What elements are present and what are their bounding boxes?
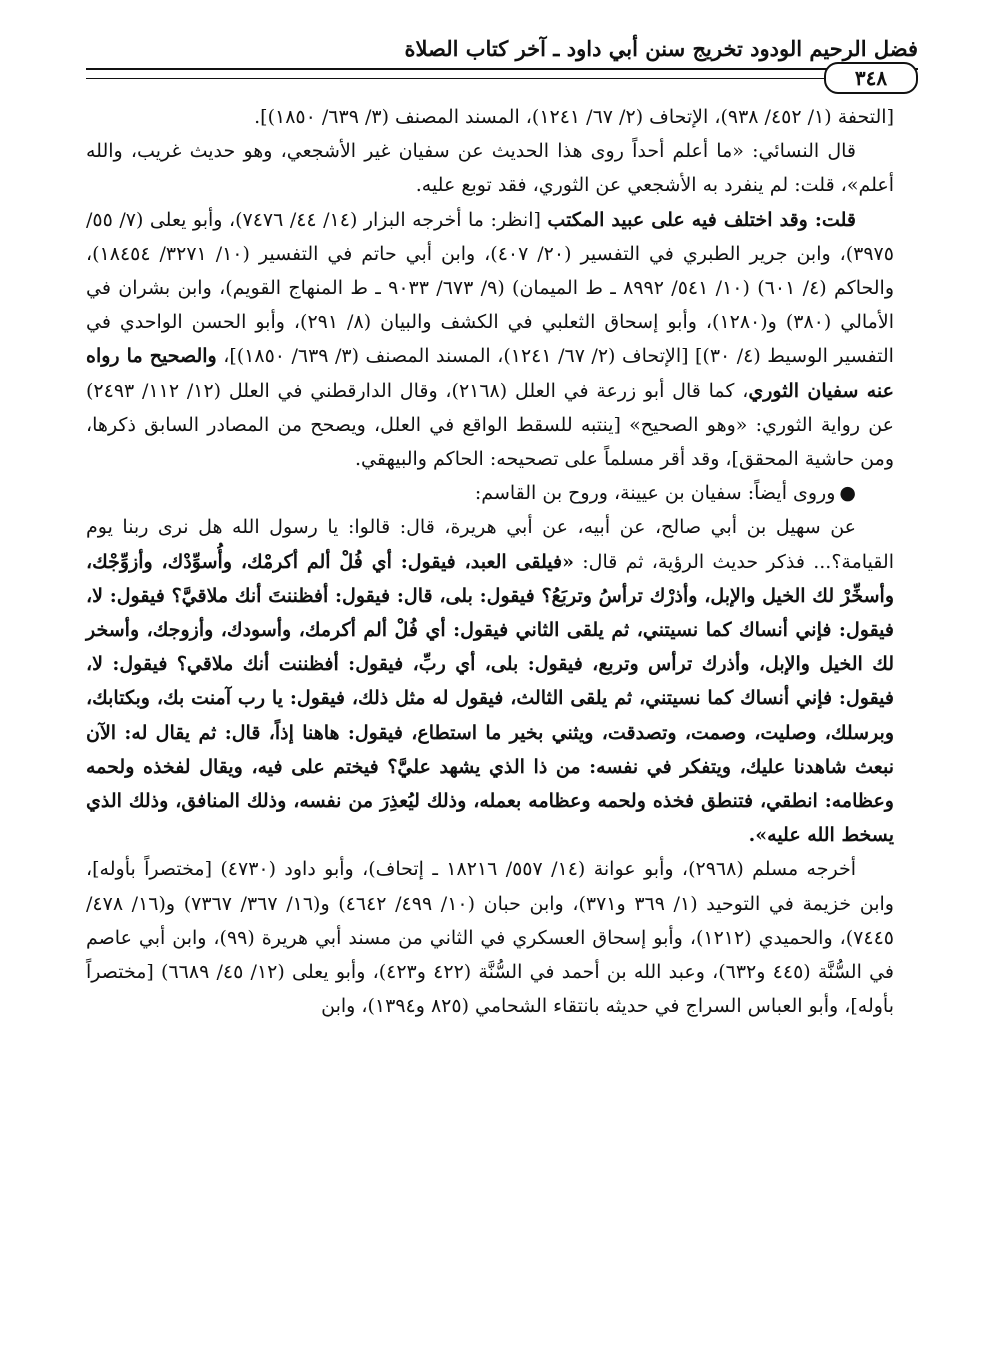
- paragraph-3-bold-2: والصحيح ما رواه عنه سفيان الثوري: [86, 345, 894, 402]
- paragraph-3-text-2: ، كما قال أبو زرعة في العلل (٢١٦٨)، وقال الدارقطني في العلل (١٢/ ١١٢/ ٢٤٩٣) عن رواية الثوري: «وهو الصحيح» [ينتبه للسقط الواقع في العلل، ويصحح من المصادر السابق ذكرها، ومن حاشية المحقق]، وقد أقر مسلماً على تصحيحه: الحاكم والبيهقي.: [86, 379, 894, 471]
- paragraph-3: [86, 203, 894, 477]
- bullet-icon: ●: [839, 482, 856, 505]
- paragraph-6: أخرجه مسلم (٢٩٦٨)، وأبو عوانة (١٤/ ٥٥٧/ ١٨٢١٦ ـ إتحاف)، وأبو داود (٤٧٣٠) [مختصراً بأوله]، وابن خزيمة في التوحيد (١/ ٣٦٩ و٣٧١)، وابن حبان (١٠/ ٤٩٩/ ٤٦٤٢) و(١٦/ ٣٦٧/ ٧٣٦٧) و(١٦/ ٤٧٨/ ٧٤٤٥)، والحميدي (١٢١٢)، وأبو إسحاق العسكري في الثاني من مسند أبي هريرة (٩٩)، وابن أبي عاصم في السُّنَّة (٤٤٥ و٦٣٢)، وعبد الله بن أحمد في السُّنَّة (٤٢٢ و٤٢٣)، وأبو يعلى (١٢/ ٤٥/ ٦٦٨٩) [مختصراً بأوله]، وأبو العباس السراج في حديثه بانتقاء الشحامي (٨٢٥ و١٣٩٤)، وابن: [86, 858, 895, 1018]
- page-header: [86, 28, 918, 90]
- paragraph-5: [86, 510, 894, 852]
- running-title: فضل الرحيم الودود تخريج سنن أبي داود ـ آخر كتاب الصلاة: [404, 36, 918, 61]
- paragraph-3-bold-1: قلت: وقد اختلف فيه على عبيد المكتب: [547, 208, 856, 231]
- page-body: [86, 100, 894, 1023]
- paragraph-1: [التحفة (١/ ٤٥٢/ ٩٣٨)، الإتحاف (٢/ ٦٧/ ١٢٤١)، المسند المصنف (٣/ ٦٣٩/ ١٨٥٠)].: [254, 106, 894, 128]
- page-number: ٣٤٨: [824, 62, 918, 94]
- paragraph-4-text: وروى أيضاً: سفيان بن عيينة، وروح بن القاسم:: [474, 482, 836, 505]
- header-rule-top: [86, 68, 918, 70]
- paragraph-5-text: عن سهيل بن أبي صالح، عن أبيه، عن أبي هريرة، قال: قالوا: يا رسول الله هل نرى ربنا يوم القيامة؟... فذكر حديث الرؤية، ثم قال:: [86, 516, 894, 573]
- paragraph-3-text-1: [انظر: ما أخرجه البزار (١٤/ ٤٤/ ٧٤٧٦)، وأبو يعلى (٧/ ٥٥/ ٣٩٧٥)، وابن جرير الطبري في التفسير (٢٠/ ٤٠٧)، وابن أبي حاتم في التفسير (١٠/ ٣٢٧١/ ١٨٤٥٤)، والحاكم (٤/ ٦٠١) (١٠/ ٥٤١/ ٨٩٩٢ ـ ط الميمان) (٩/ ٦٧٣/ ٩٠٣٣ ـ ط المنهاج القويم)، وابن بشران في الأمالي (٣٨٠) و(١٢٨٠)، وأبو إسحاق الثعلبي في الكشف والبيان (٨/ ٢٩١)، وأبو الحسن الواحدي في التفسير الوسيط (٤/ ٣٠)] [الإتحاف (٢/ ٦٧/ ١٢٤١)، المسند المصنف (٣/ ٦٣٩/ ١٨٥٠)]،: [86, 208, 895, 368]
- hadith-text: «فيلقى العبد، فيقول: أي فُلْ ألم أكرمْك، وأُسوِّدْك، وأزوِّجْك، وأسخِّرْ لك الخيل والإبل، وأذرْك ترأسُ وتربَعُ؟ فيقول: بلى، قال: فيقول: أفظننتَ أنك ملاقيَّ؟ فيقول: لا، فيقول: فإني أنساك كما نسيتني، ثم يلقى الثاني فيقول: أي فُلْ ألم أكرمك، وأسودك، وأزوجك، وأسخر لك الخيل والإبل، وأذرك ترأس وتربع، فيقول: بلى، أي ربِّ، فيقول: أفظننت أنك ملاقي؟ فيقول: لا، فيقول: فإني أنساك كما نسيتني، ثم يلقى الثالث، فيقول له مثل ذلك، فيقول: يا رب آمنت بك، وبكتابك، وبرسلك، وصليت، وصمت، وتصدقت، ويثني بخير ما استطاع، فيقول: هاهنا إذاً، قال: ثم يقال له: الآن نبعث شاهدنا عليك، ويتفكر في نفسه: من ذا الذي يشهد عليَّ؟ فيختم على فيه، ويقال لفخذه ولحمه وعظامه: انطقي، فتنطق فخذه ولحمه وعظامه بعمله، وذلك ليُعذِرَ من نفسه، وذلك المنافق، وذلك الذي يسخط الله عليه».: [86, 550, 894, 847]
- paragraph-2: قال النسائي: «ما أعلم أحداً روى هذا الحديث عن سفيان غير الأشجعي، وهو حديث غريب، والله أعلم»، قلت: لم ينفرد به الأشجعي عن الثوري، فقد توبع عليه.: [86, 140, 894, 197]
- paragraph-4: [86, 476, 894, 510]
- header-rule-bottom: [86, 78, 824, 79]
